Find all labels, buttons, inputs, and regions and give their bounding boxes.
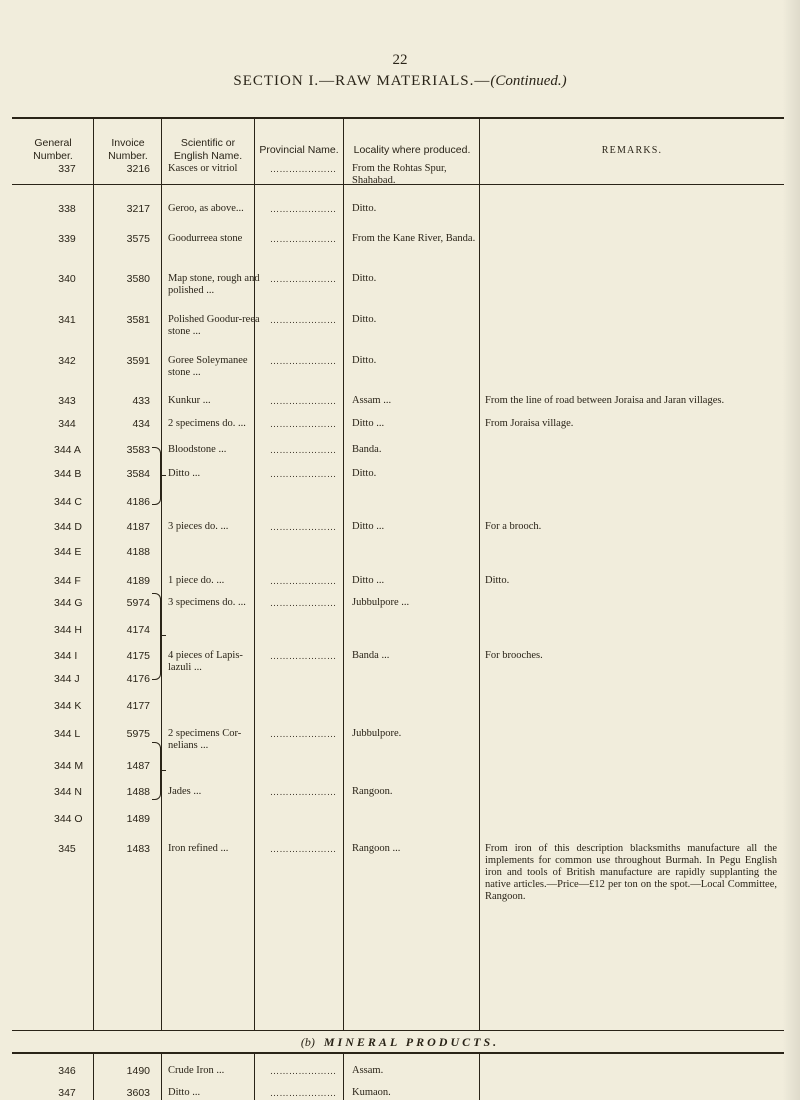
invoice-number-cell: 3216 xyxy=(126,163,150,175)
col-divider-5 xyxy=(479,118,480,1030)
scientific-name-cell: Jades ... xyxy=(168,786,202,797)
provincial-name-cell: ………………… xyxy=(270,522,337,532)
locality-cell: Ditto. xyxy=(352,273,377,284)
header-provincial-name: Provincial Name. xyxy=(259,143,339,156)
general-number-cell: 344 G xyxy=(54,597,83,609)
general-number-cell: 344 E xyxy=(54,546,82,558)
remarks-cell: Ditto. xyxy=(485,575,510,586)
general-number-cell: 338 xyxy=(58,203,76,215)
scientific-name-cell: Goodurreea stone xyxy=(168,233,243,244)
brace-tip-344c-e xyxy=(160,475,166,476)
locality-cell: Ditto. xyxy=(352,314,377,325)
col-divider-4 xyxy=(343,118,344,1030)
invoice-number-cell: 4188 xyxy=(126,546,150,558)
provincial-name-cell: ………………… xyxy=(270,469,337,479)
scientific-name-cell: Bloodstone ... xyxy=(168,444,227,455)
brace-344m-o xyxy=(152,742,161,800)
scientific-name-cell: Goree Soleymanee stone ... xyxy=(168,355,248,378)
general-number-cell: 344 A xyxy=(54,444,81,456)
provincial-name-cell: ………………… xyxy=(270,651,337,661)
table-b-col-divider-4 xyxy=(343,1054,344,1100)
provincial-name-cell: ………………… xyxy=(270,204,337,214)
locality-cell: Ditto ... xyxy=(352,575,385,586)
provincial-name-cell: ………………… xyxy=(270,1066,337,1076)
general-number-cell: 344 D xyxy=(54,521,83,533)
remarks-cell: From Joraisa village. xyxy=(485,418,574,429)
brace-tip-344m-o xyxy=(160,770,166,771)
general-number-cell: 340 xyxy=(58,273,76,285)
provincial-name-cell: ………………… xyxy=(270,234,337,244)
page-number: 22 xyxy=(392,52,408,68)
header-locality: Locality where produced. xyxy=(353,143,471,156)
header-invoice-number: Invoice Number. xyxy=(108,137,148,162)
provincial-name-cell: ………………… xyxy=(270,1088,337,1098)
general-number-cell: 344 xyxy=(58,418,76,430)
invoice-number-cell: 3583 xyxy=(126,444,150,456)
table-b-col-divider-2 xyxy=(161,1054,162,1100)
general-number-cell: 344 F xyxy=(54,575,81,587)
locality-cell: Ditto ... xyxy=(352,521,385,532)
page-edge-shadow xyxy=(782,0,800,1100)
invoice-number-cell: 3217 xyxy=(126,203,150,215)
header-scientific-name: Scientific or English Name. xyxy=(173,137,243,162)
provincial-name-cell: ………………… xyxy=(270,356,337,366)
provincial-name-cell: ………………… xyxy=(270,419,337,429)
invoice-number-cell: 3591 xyxy=(126,355,150,367)
table-b-col-divider-1 xyxy=(93,1054,94,1100)
scientific-name-cell: Geroo, as above... xyxy=(168,203,244,214)
general-number-cell: 343 xyxy=(58,395,76,407)
brace-344c-e xyxy=(152,447,161,505)
general-number-cell: 345 xyxy=(58,843,76,855)
invoice-number-cell: 4189 xyxy=(126,575,150,587)
scientific-name-cell: Ditto ... xyxy=(168,1087,201,1098)
invoice-number-cell: 4186 xyxy=(126,496,150,508)
section-title xyxy=(0,73,800,90)
scientific-name-cell: Polished Goodur-reea stone ... xyxy=(168,314,260,337)
provincial-name-cell: ………………… xyxy=(270,844,337,854)
invoice-number-cell: 4174 xyxy=(126,624,150,636)
invoice-number-cell: 3580 xyxy=(126,273,150,285)
invoice-number-cell: 1488 xyxy=(126,786,150,798)
scientific-name-cell: Kasces or vitriol xyxy=(168,163,238,174)
general-number-cell: 341 xyxy=(58,314,76,326)
invoice-number-cell: 1489 xyxy=(126,813,150,825)
locality-cell: Assam. xyxy=(352,1065,384,1076)
general-number-cell: 342 xyxy=(58,355,76,367)
scientific-name-cell: Crude Iron ... xyxy=(168,1065,225,1076)
scientific-name-cell: 4 pieces of Lapis-lazuli ... xyxy=(168,650,243,673)
invoice-number-cell: 4177 xyxy=(126,700,150,712)
general-number-cell: 344 B xyxy=(54,468,82,480)
locality-cell: Rangoon. xyxy=(352,786,393,797)
locality-cell: From the Kane River, Banda. xyxy=(352,233,476,244)
general-number-cell: 337 xyxy=(58,163,76,175)
locality-cell: Banda. xyxy=(352,444,382,455)
header-remarks: REMARKS. xyxy=(601,144,663,156)
subsection-prefix: (b) xyxy=(300,1035,315,1049)
table-top-rule xyxy=(12,117,784,119)
provincial-name-cell: ………………… xyxy=(270,787,337,797)
scientific-name-cell: 3 pieces do. ... xyxy=(168,521,229,532)
locality-cell: Assam ... xyxy=(352,395,392,406)
col-divider-2 xyxy=(161,118,162,1030)
provincial-name-cell: ………………… xyxy=(270,445,337,455)
general-number-cell: 344 I xyxy=(54,650,78,662)
provincial-name-cell: ………………… xyxy=(270,274,337,284)
invoice-number-cell: 1483 xyxy=(126,843,150,855)
invoice-number-cell: 4176 xyxy=(126,673,150,685)
table-b-col-divider-3 xyxy=(254,1054,255,1100)
brace-344h-k xyxy=(152,593,161,680)
locality-cell: Jubbulpore ... xyxy=(352,597,410,608)
locality-cell: Ditto. xyxy=(352,468,377,479)
provincial-name-cell: ………………… xyxy=(270,164,337,174)
scientific-name-cell: 2 specimens do. ... xyxy=(168,418,246,429)
remarks-cell: From the line of road between Joraisa and Jaran villages. xyxy=(485,395,725,406)
invoice-number-cell: 3584 xyxy=(126,468,150,480)
remarks-cell: For a brooch. xyxy=(485,521,542,532)
provincial-name-cell: ………………… xyxy=(270,598,337,608)
general-number-cell: 346 xyxy=(58,1065,76,1077)
general-number-cell: 344 L xyxy=(54,728,81,740)
locality-cell: Ditto. xyxy=(352,203,377,214)
invoice-number-cell: 3581 xyxy=(126,314,150,326)
locality-cell: Ditto ... xyxy=(352,418,385,429)
scientific-name-cell: 2 specimens Cor-nelians ... xyxy=(168,728,242,751)
invoice-number-cell: 3575 xyxy=(126,233,150,245)
locality-cell: Ditto. xyxy=(352,355,377,366)
remarks-cell: From iron of this description blacksmiths manufacture all the implements for common use throughout Burmah. In Pegu English iron and tools of British manufacture are rapidly supplanting the native articles.—Price—£12 per ton on the spot.—Local Committee, Rangoon. xyxy=(485,843,777,902)
provincial-name-cell: ………………… xyxy=(270,576,337,586)
scientific-name-cell: Ditto ... xyxy=(168,468,201,479)
subsection-heading: MINERAL PRODUCTS. xyxy=(323,1035,500,1049)
provincial-name-cell: ………………… xyxy=(270,315,337,325)
invoice-number-cell: 5974 xyxy=(126,597,150,609)
table-bottom-rule xyxy=(12,1030,784,1031)
general-number-cell: 344 N xyxy=(54,786,83,798)
locality-cell: From the Rohtas Spur, Shahabad. xyxy=(352,163,447,186)
table-b-top-rule xyxy=(12,1052,784,1054)
scientific-name-cell: Map stone, rough and polished ... xyxy=(168,273,260,296)
brace-tip-344h-k xyxy=(160,635,166,636)
general-number-cell: 344 C xyxy=(54,496,83,508)
locality-cell: Kumaon. xyxy=(352,1087,391,1098)
general-number-cell: 344 H xyxy=(54,624,83,636)
subsection-title xyxy=(0,1035,800,1050)
invoice-number-cell: 3603 xyxy=(126,1087,150,1099)
general-number-cell: 339 xyxy=(58,233,76,245)
provincial-name-cell: ………………… xyxy=(270,729,337,739)
section-title-continued: (Continued.) xyxy=(490,73,567,89)
invoice-number-cell: 4187 xyxy=(126,521,150,533)
header-general-number: General Number. xyxy=(33,137,73,162)
invoice-number-cell: 1487 xyxy=(126,760,150,772)
locality-cell: Rangoon ... xyxy=(352,843,401,854)
general-number-cell: 344 K xyxy=(54,700,82,712)
scientific-name-cell: Iron refined ... xyxy=(168,843,229,854)
general-number-cell: 347 xyxy=(58,1087,76,1099)
table-b-col-divider-5 xyxy=(479,1054,480,1100)
section-title-main: SECTION I.—RAW MATERIALS.— xyxy=(233,73,491,89)
invoice-number-cell: 433 xyxy=(132,395,150,407)
invoice-number-cell: 4175 xyxy=(126,650,150,662)
invoice-number-cell: 1490 xyxy=(126,1065,150,1077)
col-divider-3 xyxy=(254,118,255,1030)
scientific-name-cell: Kunkur ... xyxy=(168,395,211,406)
general-number-cell: 344 O xyxy=(54,813,83,825)
locality-cell: Banda ... xyxy=(352,650,390,661)
scientific-name-cell: 1 piece do. ... xyxy=(168,575,225,586)
remarks-cell: For brooches. xyxy=(485,650,543,661)
invoice-number-cell: 5975 xyxy=(126,728,150,740)
general-number-cell: 344 J xyxy=(54,673,80,685)
col-divider-1 xyxy=(93,118,94,1030)
general-number-cell: 344 M xyxy=(54,760,84,772)
provincial-name-cell: ………………… xyxy=(270,396,337,406)
invoice-number-cell: 434 xyxy=(132,418,150,430)
locality-cell: Jubbulpore. xyxy=(352,728,402,739)
scientific-name-cell: 3 specimens do. ... xyxy=(168,597,246,608)
